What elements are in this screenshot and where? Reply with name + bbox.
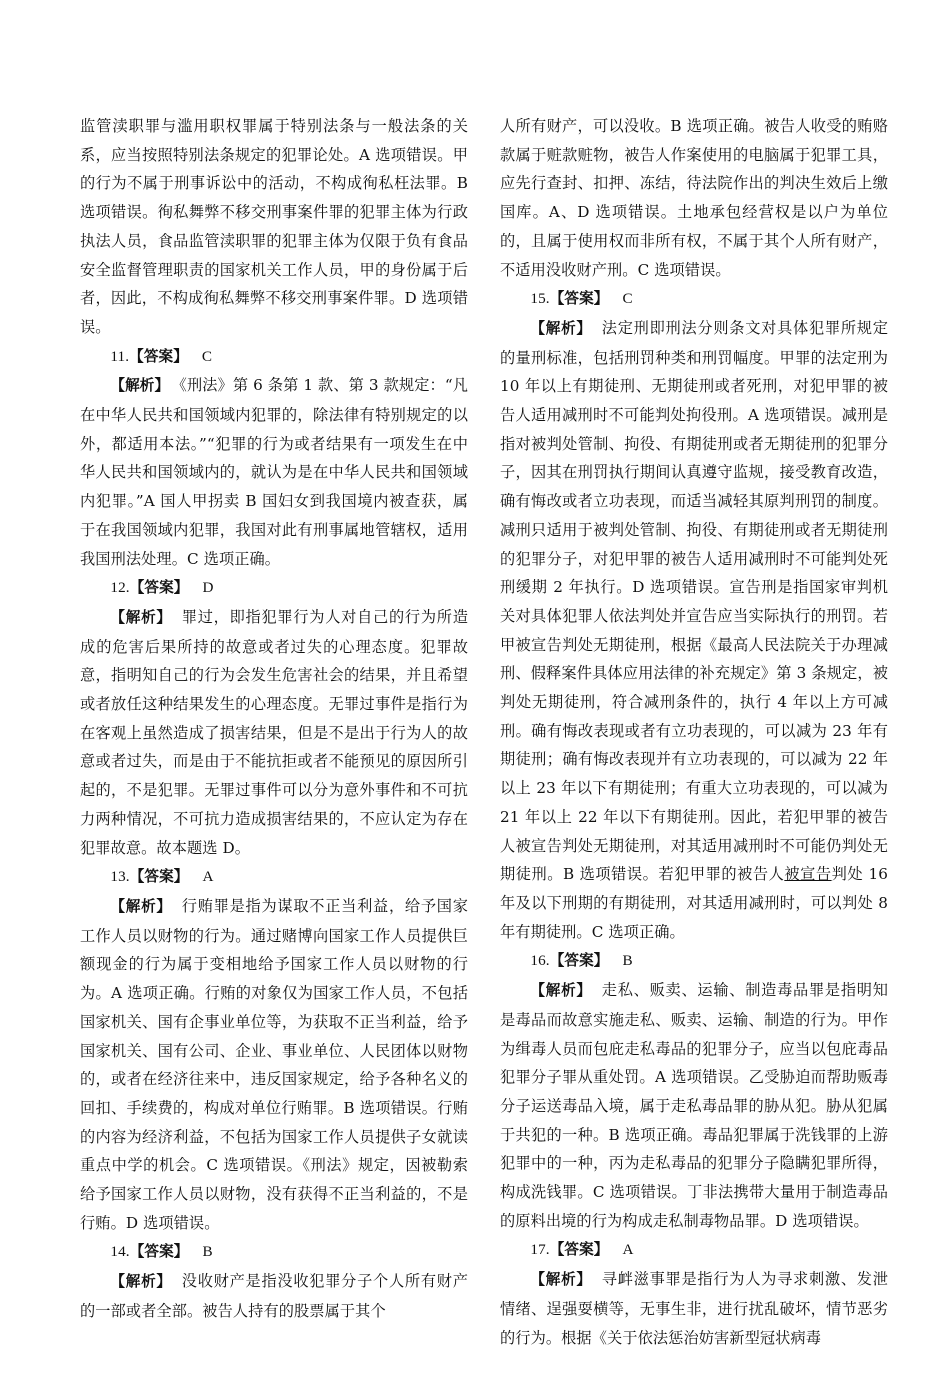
answer-line-q11 xyxy=(80,342,468,372)
analysis-text: 走私、贩卖、运输、制造毒品罪是指明知是毒品而故意实施走私、贩卖、运输、制造的行为。甲作为缉毒人员而包庇走私毒品的犯罪分子，应当以包庇毒品犯罪分子罪从重处罚。A 选项错误。乙受胁迫而帮助贩毒分子运送毒品入境，属于走私毒品罪的胁从犯。胁从犯属于共犯的一种。B 选项正确。毒品犯罪属于洗钱罪的上游犯罪中的一种，丙为走私毒品的犯罪分子隐瞒犯罪所得，构成洗钱罪。C 选项错误。丁非法携带大量用于制造毒品的原料出境的行为构成走私制毒物品罪。D 选项错误。 xyxy=(500,981,888,1230)
answer-label: 【答案】 xyxy=(549,290,609,308)
paragraph-q10-tail: 监管渎职罪与滥用职权罪属于特别法条与一般法条的关系，应当按照特别法条规定的犯罪论处。A 选项错误。甲的行为不属于刑事诉讼中的活动，不构成徇私枉法罪。B 选项错误。徇私舞弊不移交刑事案件罪的犯罪主体为行政执法人员，食品监管渎职罪的犯罪主体为仅限于负有食品安全监督管理职责的国家机关工作人员，甲的身份属于后者，因此，不构成徇私舞弊不移交刑事案件罪。D 选项错误。 xyxy=(80,117,468,336)
answer-line-q12 xyxy=(80,573,468,603)
analysis-q11 xyxy=(80,371,468,573)
answer-value: B xyxy=(202,1243,213,1261)
question-number: 11. xyxy=(110,347,130,365)
question-number: 16. xyxy=(530,952,550,970)
answer-label: 【答案】 xyxy=(549,1241,609,1259)
analysis-label: 【解析】 xyxy=(110,377,170,395)
question-number: 17. xyxy=(530,1241,550,1259)
analysis-label: 【解析】 xyxy=(110,897,172,915)
question-number: 12. xyxy=(110,579,130,597)
answer-value: C xyxy=(622,290,633,308)
right-column xyxy=(500,112,888,1352)
question-number: 15. xyxy=(530,290,550,308)
answer-value: A xyxy=(202,868,214,886)
question-number: 13. xyxy=(110,868,130,886)
answer-line-q14 xyxy=(80,1237,468,1267)
answer-value: A xyxy=(622,1241,634,1259)
question-number: 14. xyxy=(110,1243,130,1261)
analysis-text: 寻衅滋事罪是指行为人为寻求刺激、发泄情绪、逞强耍横等，无事生非，进行扰乱破坏，情节恶劣的行为。根据《关于依法惩治妨害新型冠状病毒 xyxy=(500,1270,888,1347)
answer-label: 【答案】 xyxy=(549,952,609,970)
analysis-label: 【解析】 xyxy=(530,982,592,1000)
answer-label: 【答案】 xyxy=(129,347,188,365)
analysis-label: 【解析】 xyxy=(530,319,592,337)
analysis-text-continued: 判处 16 年及以下刑期的有期徒刑，对其适用减刑时，可以判处 8 年有期徒刑。C 选项正确。 xyxy=(500,865,888,941)
analysis-q17 xyxy=(500,1265,888,1352)
answer-value: C xyxy=(201,347,213,365)
analysis-label: 【解析】 xyxy=(110,1273,172,1291)
analysis-q12 xyxy=(80,603,468,862)
answer-label: 【答案】 xyxy=(129,1243,189,1261)
answer-line-q17 xyxy=(500,1235,888,1265)
underlined-text: 被宣告 xyxy=(784,865,832,884)
analysis-q16 xyxy=(500,976,888,1235)
analysis-label: 【解析】 xyxy=(530,1271,592,1289)
analysis-q14 xyxy=(80,1267,468,1325)
answer-line-q16 xyxy=(500,946,888,976)
answer-label: 【答案】 xyxy=(129,868,189,886)
answer-line-q15 xyxy=(500,284,888,314)
answer-value: B xyxy=(622,952,633,970)
analysis-text: 没收财产是指没收犯罪分子个人所有财产的一部或者全部。被告人持有的股票属于其个 xyxy=(80,1272,468,1320)
analysis-q15 xyxy=(500,314,888,946)
analysis-text: 法定刑即刑法分则条文对具体犯罪所规定的量刑标准，包括刑罚种类和刑罚幅度。甲罪的法定刑为 10 年以上有期徒刑、无期徒刑或者死刑，对犯甲罪的被告人适用减刑时不可能判处拘役刑。A 选项错误。减刑是指对被判处管制、拘役、有期徒刑或者无期徒刑的犯罪分子，因其在刑罚执行期间认真遵守监规，接受教育改造，确有悔改或者立功表现，而适当减轻其原判刑罚的制度。减刑只适用于被判处管制、拘役、有期徒刑或者无期徒刑的犯罪分子，对犯甲罪的被告人适用减刑时不可能判处死刑缓期 2 年执行。D 选项错误。宣告刑是指国家审判机关对具体犯罪人依法判处并宣告应当实际执行的刑罚。若甲被宣告判处无期徒刑，根据《最高人民法院关于办理减刑、假释案件具体应用法律的补充规定》第 3 条规定，被判处无期徒刑，符合减刑条件的，执行 4 年以上方可减刑。确有悔改表现或者有立功表现的，可以减为 23 年有期徒刑；确有悔改表现并有立功表现的，可以减为 22 年以上 23 年以下有期徒刑；有重大立功表现的，可以减为 21 年以上 22 年以下有期徒刑。因此，若犯甲罪的被告人被宣告判处无期徒刑，对其适用减刑时不可能仍判处无期徒刑。B 选项错误。若犯甲罪的被告人 xyxy=(500,318,888,884)
answer-label: 【答案】 xyxy=(129,579,189,597)
answer-line-q13 xyxy=(80,862,468,892)
analysis-label: 【解析】 xyxy=(110,608,172,626)
analysis-text: 罪过，即指犯罪行为人对自己的行为所造成的危害后果所持的故意或者过失的心理态度。犯罪故意，指明知自己的行为会发生危害社会的结果，并且希望或者放任这种结果发生的心理态度。无罪过事件是指行为在客观上虽然造成了损害结果，但是不是出于行为人的故意或者过失，而是由于不能抗拒或者不能预见的原因所引起的，不是犯罪。无罪过事件可以分为意外事件和不可抗力两种情况，不可抗力造成损害结果的，不应认定为存在犯罪故意。故本题选 D。 xyxy=(80,607,468,857)
analysis-text: 行贿罪是指为谋取不正当利益，给予国家工作人员以财物的行为。通过赌博向国家工作人员提供巨额现金的行为属于变相地给予国家工作人员以财物的行为。A 选项正确。行贿的对象仅为国家工作人员，不包括国家机关、国有企事业单位等，为获取不正当利益，给予国家机关、国有公司、企业、事业单位、人民团体以财物的，或者在经济往来中，违反国家规定，给予各种名义的回扣、手续费的，构成对单位行贿罪。B 选项错误。行贿的内容为经济利益，不包括为国家工作人员提供子女就读重点中学的机会。C 选项错误。《刑法》规定，因被勒索给予国家工作人员以财物，没有获得不正当利益的，不是行贿。D 选项错误。 xyxy=(80,896,468,1232)
analysis-text: 《刑法》第 6 条第 1 款、第 3 款规定：“凡在中华人民共和国领域内犯罪的，除法律有特别规定的以外，都适用本法。”“犯罪的行为或者结果有一项发生在中华人民共和国领域内的，就认为是在中华人民共和国领域内犯罪。”A 国人甲拐卖 B 国妇女到我国境内被查获，属于在我国领域内犯罪，我国对此有刑事属地管辖权，适用我国刑法处理。C 选项正确。 xyxy=(80,376,468,568)
paragraph-q14-continued: 人所有财产，可以没收。B 选项正确。被告人收受的贿赂款属于赃款赃物，被告人作案使用的电脑属于犯罪工具，应先行查封、扣押、冻结，待法院作出的判决生效后上缴国库。A、D 选项错误。土地承包经营权是以户为单位的，且属于使用权而非所有权，不属于其个人所有财产，不适用没收财产刑。C 选项错误。 xyxy=(500,117,888,279)
analysis-q13 xyxy=(80,892,468,1237)
answer-value: D xyxy=(202,579,214,597)
left-column xyxy=(80,112,468,1326)
